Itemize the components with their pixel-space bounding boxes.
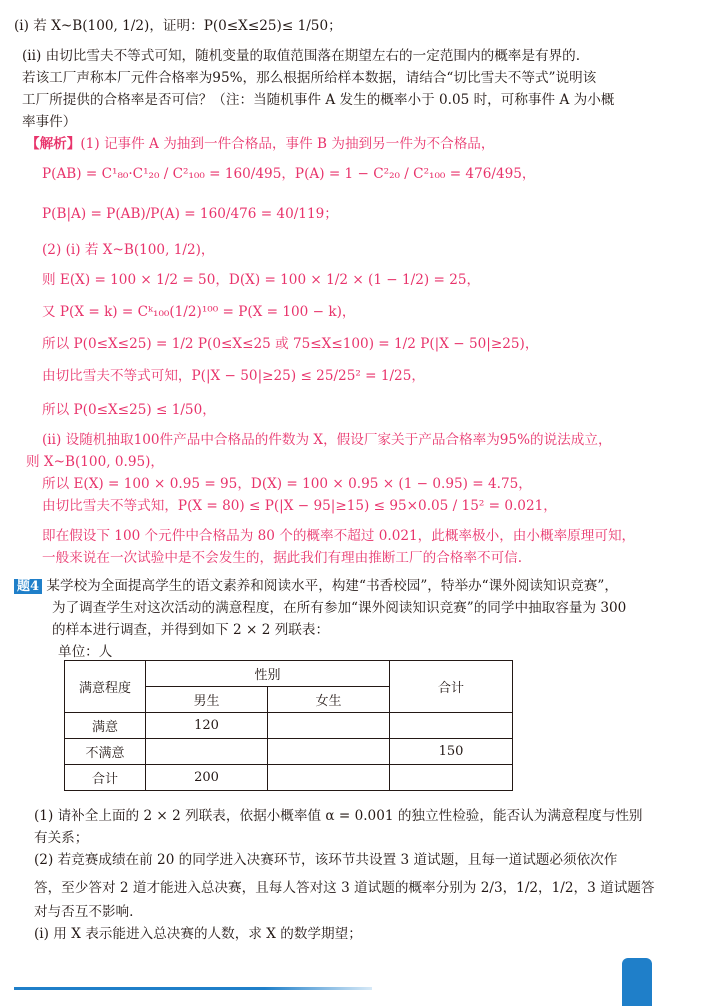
question-line-4: 工厂所提供的合格率是否可信？（注：当随机事件 A 发生的概率小于 0.05 时，可称事件 A 为小概 bbox=[22, 92, 615, 108]
part-2-line-2: 答，至少答对 2 道才能进入总决赛，且每人答对这 3 道试题的概率分别为 2/3，1/2，1/2，3 道试题答 bbox=[34, 880, 655, 896]
question-line-5: 率事件） bbox=[22, 114, 77, 130]
question-4-line-2: 为了调查学生对这次活动的满意程度，在所有参加“课外阅读知识竞赛”的同学中抽取容量为 300 bbox=[52, 600, 627, 616]
solution-line-11: 则 X~B(100, 0.95)， bbox=[26, 454, 165, 470]
cell-male: 120 bbox=[146, 713, 268, 739]
cell-female bbox=[268, 739, 390, 765]
question-line-ii: (ii) 由切比雪夫不等式可知，随机变量的取值范围落在期望左右的一定范围内的概率是有界的. bbox=[22, 48, 581, 64]
cell-total bbox=[390, 765, 513, 791]
cell-total: 150 bbox=[390, 739, 513, 765]
solution-line-3: P(B|A) = P(AB)/P(A) = 160/476 = 40/119； bbox=[42, 206, 338, 222]
solution-line-10: (ii) 设随机抽取100件产品中合格品的件数为 X，假设厂家关于产品合格率为95%的说法成立， bbox=[42, 432, 612, 448]
solution-line-9: 所以 P(0≤X≤25) ≤ 1/50， bbox=[42, 402, 216, 418]
solution-line-14: 即在假设下 100 个元件中合格品为 80 个的概率不超过 0.021，此概率极小，由小概率原理可知， bbox=[42, 528, 636, 544]
page-corner-tab bbox=[622, 958, 652, 1006]
cell-total bbox=[390, 713, 513, 739]
solution-line-8: 由切比雪夫不等式可知，P(|X − 50|≥25) ≤ 25/25² = 1/25， bbox=[42, 368, 425, 384]
solution-line-1 bbox=[26, 132, 494, 152]
cell-male bbox=[146, 739, 268, 765]
footer-bar bbox=[14, 987, 372, 990]
header-gender: 性别 bbox=[146, 661, 390, 687]
part-2-i: (i) 用 X 表示能进入总决赛的人数，求 X 的数学期望； bbox=[34, 926, 362, 942]
part-1-line-2: 有关系； bbox=[34, 830, 89, 846]
solution-text-1: (1) 记事件 A 为抽到一件合格品，事件 B 为抽到另一件为不合格品， bbox=[80, 136, 495, 152]
question-line-3: 若该工厂声称本厂元件合格率为95%，那么根据所给样本数据，请结合“切比雪夫不等式”说明该 bbox=[22, 70, 597, 86]
cell-female bbox=[268, 765, 390, 791]
contingency-table bbox=[64, 660, 513, 791]
row-label: 不满意 bbox=[65, 739, 146, 765]
cell-male: 200 bbox=[146, 765, 268, 791]
part-2-line-1: (2) 若竞赛成绩在前 20 的同学进入决赛环节，该环节共设置 3 道试题，且每一道试题必须依次作 bbox=[34, 852, 618, 868]
part-1-line-1: (1) 请补全上面的 2 × 2 列联表，依据小概率值 α = 0.001 的独立性检验，能否认为满意程度与性别 bbox=[34, 808, 643, 824]
unit-label: 单位：人 bbox=[58, 644, 113, 660]
header-satisfaction: 满意程度 bbox=[65, 661, 146, 713]
header-total: 合计 bbox=[390, 661, 513, 713]
cell-female bbox=[268, 713, 390, 739]
question-4-text-1: 某学校为全面提高学生的语文素养和阅读水平，构建“书香校园”，特举办“课外阅读知识竞赛”， bbox=[46, 578, 618, 594]
solution-line-6: 又 P(X = k) = Cᵏ₁₀₀(1/2)¹⁰⁰ = P(X = 100 − k)， bbox=[42, 304, 356, 320]
table-row bbox=[65, 739, 513, 765]
table-row bbox=[65, 765, 513, 791]
solution-line-4: (2) (i) 若 X~B(100, 1/2)， bbox=[42, 242, 215, 258]
row-label: 合计 bbox=[65, 765, 146, 791]
question-4-line-1 bbox=[14, 574, 618, 594]
header-male: 男生 bbox=[146, 687, 268, 713]
solution-line-2: P(AB) = C¹₈₀·C¹₂₀ / C²₁₀₀ = 160/495，P(A) = 1 − C²₂₀ / C²₁₀₀ = 476/495， bbox=[42, 166, 536, 182]
table-row bbox=[65, 713, 513, 739]
part-2-line-3: 对与否互不影响. bbox=[34, 904, 134, 920]
question-4-line-3: 的样本进行调查，并得到如下 2 × 2 列联表： bbox=[52, 622, 330, 638]
analysis-tag: 【解析】 bbox=[26, 136, 81, 152]
solution-line-15: 一般来说在一次试验中是不会发生的，据此我们有理由推断工厂的合格率不可信. bbox=[42, 550, 523, 566]
solution-line-13: 由切比雪夫不等式知，P(X = 80) ≤ P(|X − 95|≥15) ≤ 95×0.05 / 15² = 0.021， bbox=[42, 498, 557, 514]
header-female: 女生 bbox=[268, 687, 390, 713]
solution-line-7: 所以 P(0≤X≤25) = 1/2 P(0≤X≤25 或 75≤X≤100) = 1/2 P(|X − 50|≥25)， bbox=[42, 336, 539, 352]
question-4-badge: 题4 bbox=[14, 579, 42, 594]
solution-line-12: 所以 E(X) = 100 × 0.95 = 95，D(X) = 100 × 0.95 × (1 − 0.95) = 4.75， bbox=[42, 476, 532, 492]
row-label: 满意 bbox=[65, 713, 146, 739]
question-line-i: (i) 若 X~B(100, 1/2)，证明：P(0≤X≤25)≤ 1/50； bbox=[14, 18, 342, 34]
solution-line-5: 则 E(X) = 100 × 1/2 = 50，D(X) = 100 × 1/2 × (1 − 1/2) = 25， bbox=[42, 272, 481, 288]
